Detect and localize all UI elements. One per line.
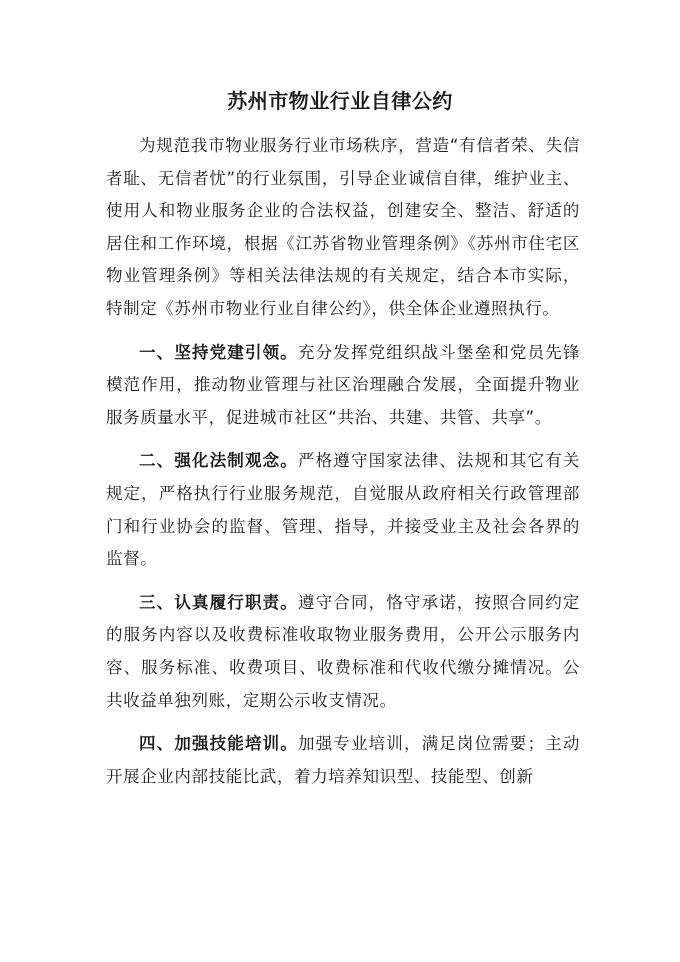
article-3-heading: 三、认真履行职责。 bbox=[139, 592, 298, 612]
article-4-text: 加强专业培训，满足岗位需要；主动开展企业内部技能比武，着力培养知识型、技能型、创新 bbox=[106, 734, 580, 786]
document-body bbox=[106, 130, 580, 804]
intro-paragraph: 为规范我市物业服务行业市场秩序，营造“有信者荣、失信者耻、无信者忧”的行业氛围，引导企业诚信自律，维护业主、使用人和物业服务企业的合法权益，创建安全、整洁、舒适的居住和工作环境，根据《江苏省物业管理条例》《苏州市住宅区物业管理条例》等相关法律法规的有关规定，结合本市实际，特制定《苏州市物业行业自律公约》，供全体企业遵照执行。 bbox=[106, 136, 580, 318]
article-1-text: 充分发挥党组织战斗堡垒和党员先锋模范作用，推动物业管理与社区治理融合发展，全面提升物业服务质量水平，促进城市社区“共治、共建、共管、共享”。 bbox=[106, 342, 580, 427]
article-1-heading: 一、坚持党建引领。 bbox=[139, 342, 298, 362]
article-2 bbox=[106, 445, 580, 575]
article-4-heading: 四、加强技能培训。 bbox=[139, 734, 298, 754]
article-2-text: 严格遵守国家法律、法规和其它有关规定，严格执行行业服务规范，自觉服从政府相关行政管理部门和行业协会的监督、管理、指导，并接受业主及社会各界的监督。 bbox=[106, 451, 580, 569]
article-4 bbox=[106, 728, 580, 793]
article-2-heading: 二、强化法制观念。 bbox=[139, 451, 298, 471]
document-title: 苏州市物业行业自律公约 bbox=[227, 89, 453, 113]
article-3-text: 遵守合同，恪守承诺，按照合同约定的服务内容以及收费标准收取物业服务费用，公开公示服务内容、服务标准、收费项目、收费标准和代收代缴分摊情况。公共收益单独列账，定期公示收支情况。 bbox=[106, 592, 580, 710]
article-3 bbox=[106, 587, 580, 717]
article-1 bbox=[106, 337, 580, 435]
